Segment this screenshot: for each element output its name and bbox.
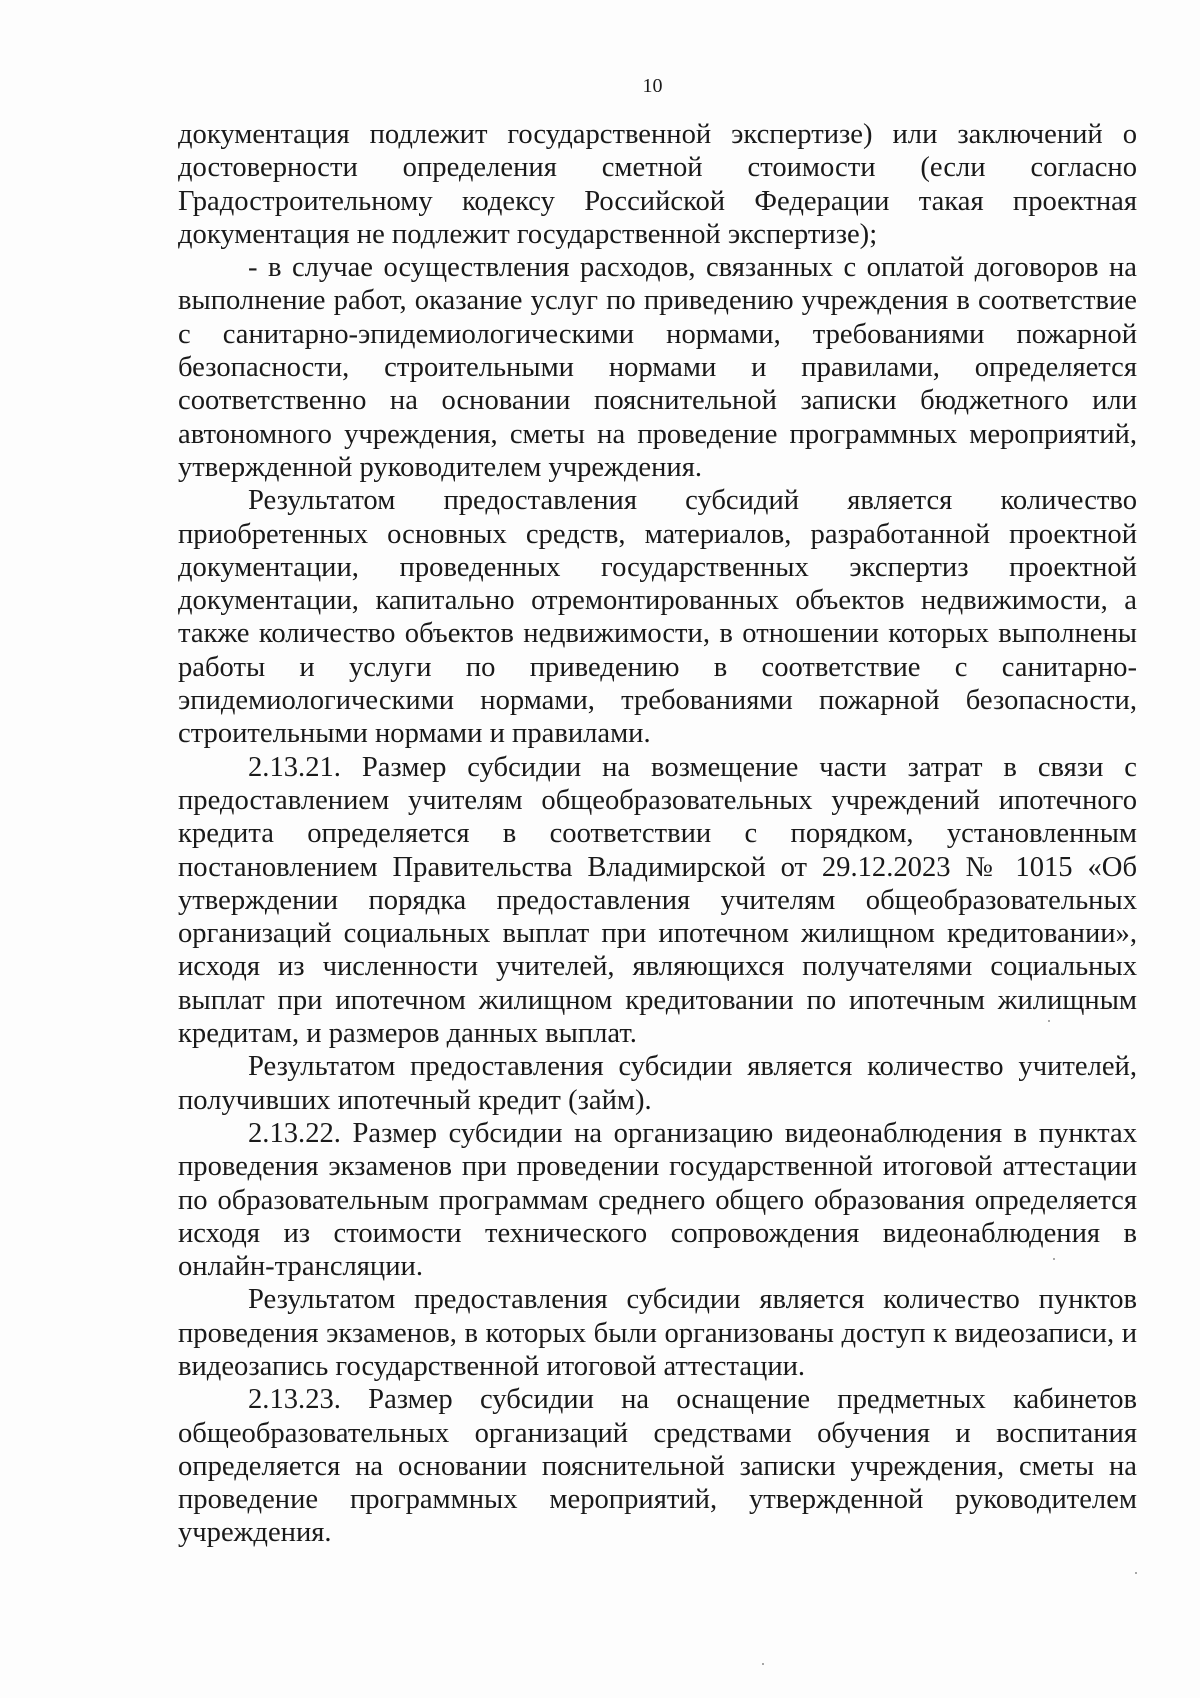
scan-speck (1048, 1020, 1050, 1022)
scan-speck (1053, 1258, 1055, 1260)
paragraph-result-subsidies: Результатом предоставления субсидий является количество приобретенных основных средств, материалов, разработанной проектной документации, проведенных государственных экспертиз проектной документации, капитально отремонтированных объектов недвижимости, а также количество объектов недвижимости, в отношении которых выполнены работы и услуги по приведению в соответствие с санитарно-эпидемиологическими нормами, требованиями пожарной безопасности, строительными нормами и правилами. (178, 485, 1137, 750)
paragraph-result-exam-points: Результатом предоставления субсидии является количество пунктов проведения экзаменов, в которых были организованы доступ к видеозаписи, и видеозапись государственной итоговой аттестации. (178, 1284, 1137, 1382)
paragraph-section-2-13-21: 2.13.21. Размер субсидии на возмещение части затрат в связи с предоставлением учителям общеобразовательных учреждений ипотечного кредита определяется в соответствии с порядком, установленным постановлением Правительства Владимирской от 29.12.2023 № 1015 «Об утверждении порядка предоставления учителям общеобразовательных организаций социальных выплат при ипотечном жилищном кредитовании», исходя из численности учителей, являющихся получателями социальных выплат при ипотечном жилищном кредитовании по ипотечным жилищным кредитам, и размеров данных выплат. (178, 751, 1137, 1050)
page-number: 10 (642, 75, 663, 97)
paragraph-continuation: документация подлежит государственной экспертизе) или заключений о достоверности определения сметной стоимости (если согласно Градостроительному кодексу Российской Федерации такая проектная документация не подлежит государственной экспертизе); (178, 119, 1137, 250)
document-body (178, 118, 1137, 1550)
scan-speck (762, 1663, 764, 1665)
paragraph-section-2-13-23: 2.13.23. Размер субсидии на оснащение предметных кабинетов общеобразовательных организаций средствами обучения и воспитания определяется на основании пояснительной записки учреждения, сметы на проведение программных мероприятий, утвержденной руководителем учреждения. (178, 1384, 1137, 1549)
scan-speck (1135, 1572, 1137, 1574)
paragraph-result-teachers: Результатом предоставления субсидии является количество учителей, получивших ипотечный кредит (займ). (178, 1051, 1137, 1116)
paragraph-section-2-13-22: 2.13.22. Размер субсидии на организацию видеонаблюдения в пунктах проведения экзаменов при проведении государственной итоговой аттестации по образовательным программам среднего общего образования определяется исходя из стоимости технического сопровождения видеонаблюдения в онлайн-трансляции. (178, 1117, 1137, 1283)
paragraph-expense-item: - в случае осуществления расходов, связанных с оплатой договоров на выполнение работ, оказание услуг по приведению учреждения в соответствие с санитарно-эпидемиологическими нормами, требованиями пожарной безопасности, строительными нормами и правилами, определяется соответственно на основании пояснительной записки бюджетного или автономного учреждения, сметы на проведение программных мероприятий, утвержденной руководителем учреждения. (178, 252, 1137, 483)
